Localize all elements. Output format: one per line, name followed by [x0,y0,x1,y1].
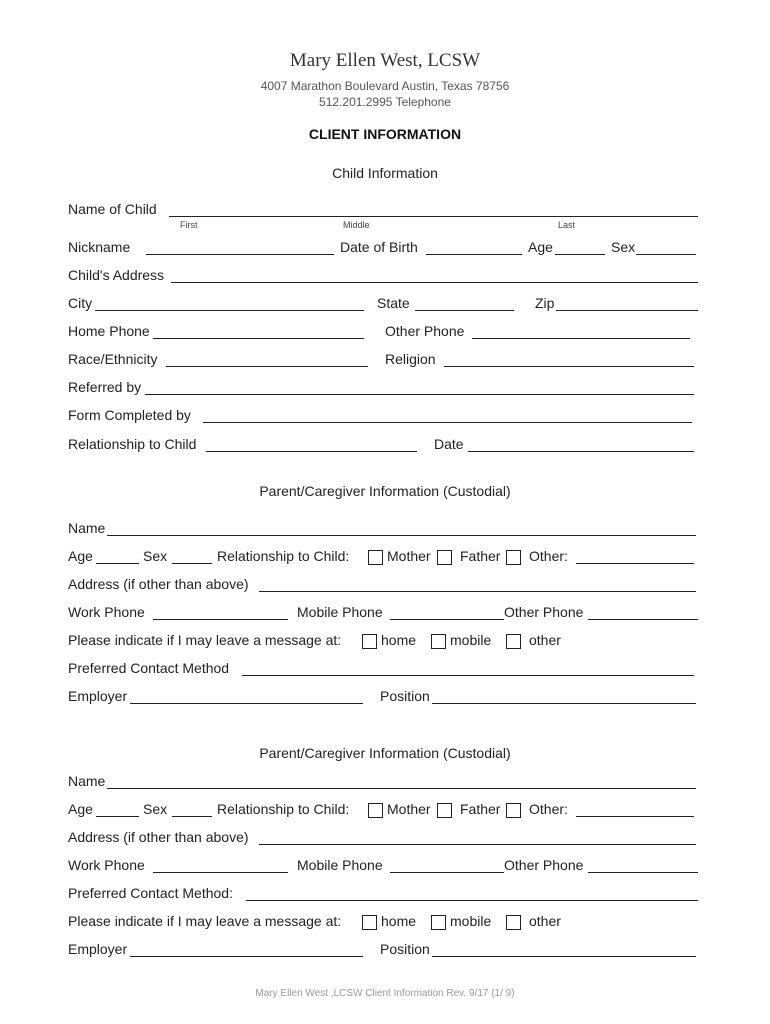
practice-phone: 512.201.2995 Telephone [319,95,451,109]
referred-label: Referred by [68,379,142,395]
parent2-msg-other-checkbox[interactable] [506,915,521,930]
parent1-mother-label: Mother [387,548,431,564]
parent1-other-label: Other: [529,548,568,564]
last-name-caption: Last [558,220,576,230]
parent1-name-field[interactable] [107,535,696,536]
parent2-sex-label: Sex [143,801,168,817]
age-field[interactable] [555,254,605,255]
nickname-field[interactable] [146,254,334,255]
child-name-field[interactable] [169,216,698,217]
zip-field[interactable] [556,310,698,311]
parent2-message-label: Please indicate if I may leave a message at: [68,913,342,929]
parent1-message-label: Please indicate if I may leave a message at: [68,632,342,648]
middle-name-caption: Middle [343,220,370,230]
parent1-sex-label: Sex [143,548,168,564]
first-name-caption: First [180,220,198,230]
parent2-father-label: Father [460,801,501,817]
parent1-father-checkbox[interactable] [437,550,452,565]
parent1-name-label: Name [68,520,106,536]
parent1-address-field[interactable] [259,591,696,592]
parent1-relationship-label: Relationship to Child: [217,548,350,564]
dob-field[interactable] [426,254,522,255]
religion-field[interactable] [444,366,694,367]
city-label: City [68,295,93,311]
parent2-position-field[interactable] [432,956,696,957]
parent2-age-label: Age [68,801,93,817]
parent1-section-heading: Parent/Caregiver Information (Custodial) [259,483,511,499]
parent2-name-label: Name [68,773,106,789]
race-field[interactable] [166,366,368,367]
parent1-employer-label: Employer [68,688,128,704]
parent2-age-field[interactable] [96,816,139,817]
relationship-field[interactable] [206,451,417,452]
parent2-name-field[interactable] [107,788,696,789]
parent2-father-checkbox[interactable] [437,803,452,818]
parent2-mobile-checkbox[interactable] [431,915,446,930]
other-phone-label: Other Phone [385,323,465,339]
parent2-other-phone-field[interactable] [588,872,698,873]
race-label: Race/Ethnicity [68,351,158,367]
parent1-work-phone-label: Work Phone [68,604,145,620]
parent1-contact-field[interactable] [242,675,694,676]
parent1-mother-checkbox[interactable] [368,550,383,565]
parent2-section-heading: Parent/Caregiver Information (Custodial) [259,745,511,761]
religion-label: Religion [385,351,436,367]
parent2-mother-checkbox[interactable] [368,803,383,818]
child-name-label: Name of Child [68,201,157,217]
parent1-work-phone-field[interactable] [153,619,288,620]
parent1-contact-label: Preferred Contact Method [68,660,230,676]
nickname-label: Nickname [68,239,131,255]
parent1-mobile-label: mobile [450,632,492,648]
age-label: Age [528,239,553,255]
parent1-other-field[interactable] [576,563,694,564]
parent2-msg-other-label: other [529,913,561,929]
parent1-age-field[interactable] [96,563,139,564]
parent2-mobile-phone-label: Mobile Phone [297,857,383,873]
referred-field[interactable] [145,394,694,395]
parent1-other-phone-field[interactable] [588,619,698,620]
form-title: CLIENT INFORMATION [308,126,462,142]
sex-label: Sex [611,239,636,255]
dob-label: Date of Birth [340,239,418,255]
parent1-sex-field[interactable] [172,563,212,564]
parent2-sex-field[interactable] [172,816,212,817]
page-footer: Mary Ellen West ,LCSW Client Information Rev. 9/17 (1/ 9) [255,988,515,999]
parent2-other-label: Other: [529,801,568,817]
zip-label: Zip [535,295,555,311]
parent2-work-phone-label: Work Phone [68,857,145,873]
parent2-home-label: home [381,913,417,929]
parent1-mobile-phone-label: Mobile Phone [297,604,383,620]
parent2-contact-label: Preferred Contact Method: [68,885,233,901]
parent2-other-field[interactable] [576,816,694,817]
parent2-mother-label: Mother [387,801,431,817]
parent1-mobile-phone-field[interactable] [390,619,504,620]
parent2-employer-label: Employer [68,941,128,957]
parent1-home-checkbox[interactable] [362,634,377,649]
state-field[interactable] [415,310,514,311]
parent2-other-checkbox[interactable] [506,803,521,818]
parent1-other-phone-label: Other Phone [504,604,584,620]
child-address-label: Child's Address [68,267,165,283]
parent2-other-phone-label: Other Phone [504,857,584,873]
parent1-age-label: Age [68,548,93,564]
completed-by-field[interactable] [203,422,692,423]
date-label: Date [434,436,464,452]
parent1-msg-other-label: other [529,632,561,648]
completed-by-label: Form Completed by [68,407,191,423]
parent1-home-label: home [381,632,417,648]
parent2-contact-field[interactable] [246,900,698,901]
other-phone-field[interactable] [472,338,690,339]
parent1-other-checkbox[interactable] [506,550,521,565]
sex-field[interactable] [636,254,696,255]
parent2-address-label: Address (if other than above) [68,829,249,845]
city-field[interactable] [95,310,364,311]
home-phone-field[interactable] [153,338,364,339]
parent2-employer-field[interactable] [130,956,363,957]
parent1-employer-field[interactable] [130,703,363,704]
date-field[interactable] [468,451,694,452]
state-label: State [377,295,410,311]
parent2-mobile-phone-field[interactable] [390,872,504,873]
parent2-mobile-label: mobile [450,913,492,929]
parent1-address-label: Address (if other than above) [68,576,249,592]
parent2-home-checkbox[interactable] [362,915,377,930]
child-address-field[interactable] [171,282,698,283]
child-section-heading: Child Information [332,165,438,181]
parent2-position-label: Position [380,941,430,957]
home-phone-label: Home Phone [68,323,150,339]
parent1-mobile-checkbox[interactable] [431,634,446,649]
parent2-relationship-label: Relationship to Child: [217,801,350,817]
parent1-father-label: Father [460,548,501,564]
parent1-position-label: Position [380,688,430,704]
parent2-work-phone-field[interactable] [153,872,288,873]
parent1-msg-other-checkbox[interactable] [506,634,521,649]
relationship-label: Relationship to Child [68,436,197,452]
parent2-address-field[interactable] [259,844,696,845]
practice-address: 4007 Marathon Boulevard Austin, Texas 78756 [260,79,510,93]
practice-name: Mary Ellen West, LCSW [289,50,481,71]
parent1-position-field[interactable] [432,703,696,704]
